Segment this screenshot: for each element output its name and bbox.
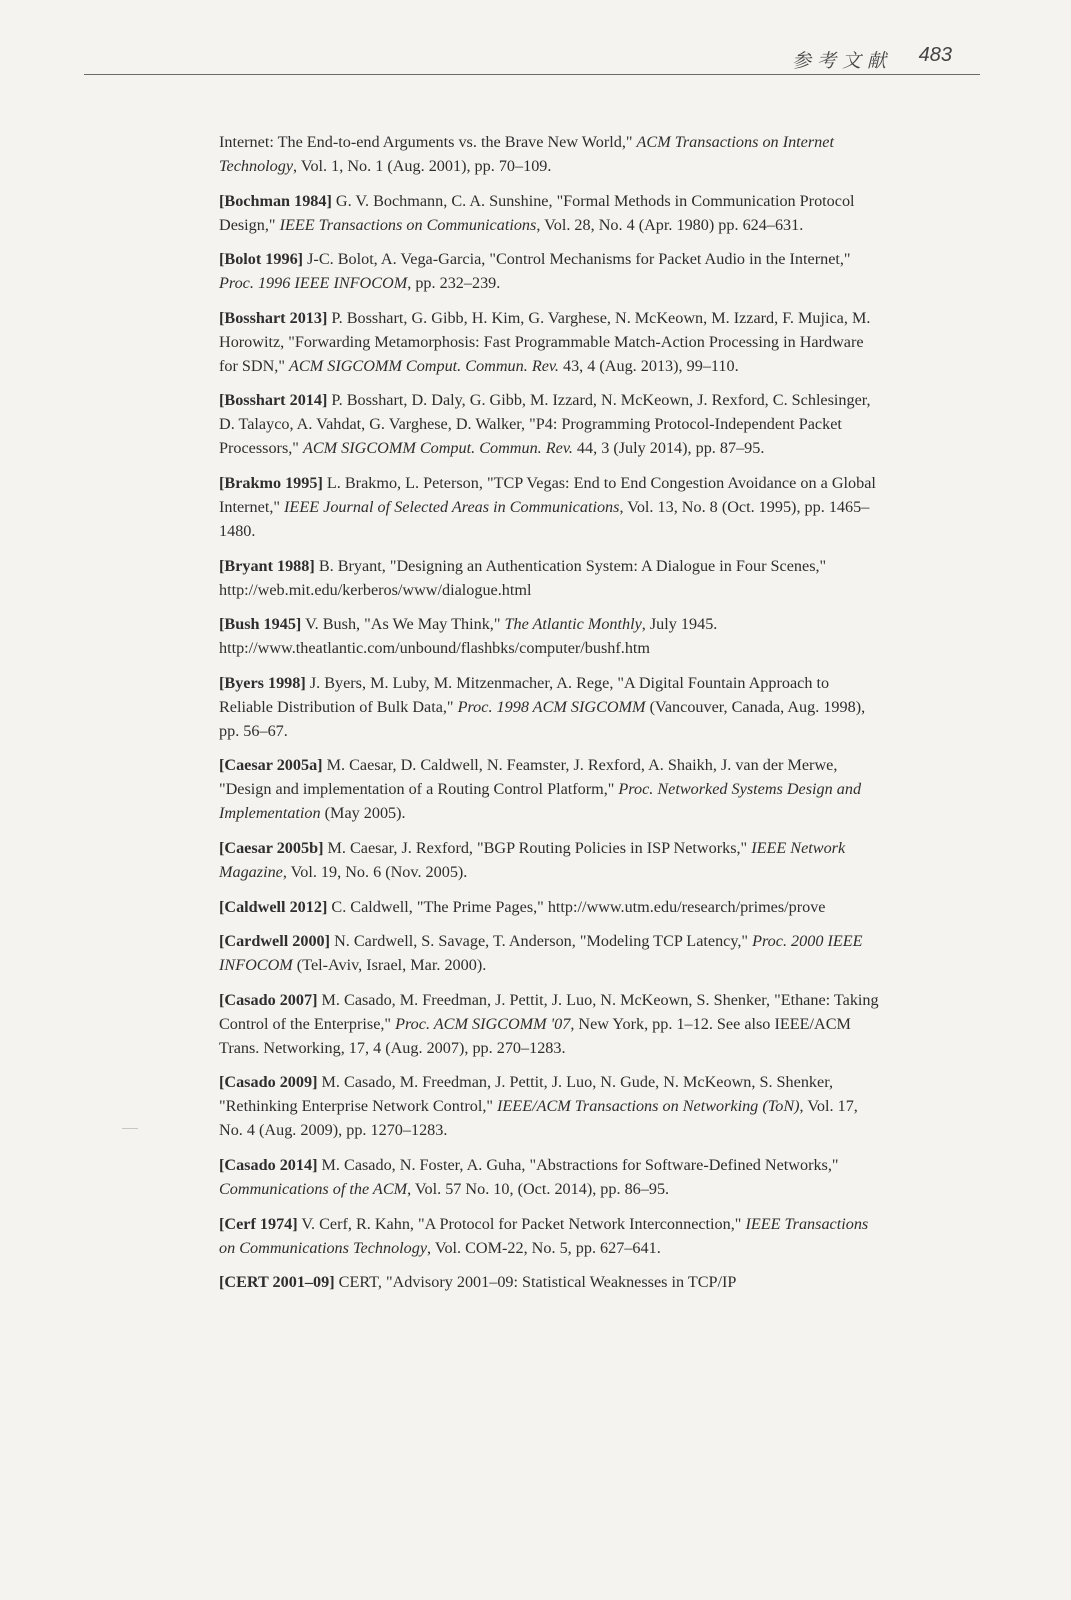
- page-number: 483: [918, 44, 952, 66]
- reference-entry: [219, 929, 881, 977]
- reference-list: [219, 130, 881, 1305]
- reference-source: Proc. 2000 IEEE INFOCOM: [219, 932, 863, 975]
- reference-key: [Casado 2009]: [219, 1073, 318, 1092]
- reference-tail: , Vol. COM-22, No. 5, pp. 627–641.: [427, 1238, 661, 1257]
- reference-source: IEEE Journal of Selected Areas in Communications: [284, 497, 620, 516]
- reference-text: M. Casado, N. Foster, A. Guha, "Abstractions for Software-Defined Networks,": [317, 1155, 839, 1174]
- page-header-title: 参考文献: [791, 50, 892, 72]
- reference-entry: [219, 471, 881, 543]
- reference-source: IEEE/ACM Transactions on Networking (ToN): [497, 1097, 800, 1116]
- reference-text: N. Cardwell, S. Savage, T. Anderson, "Modeling TCP Latency,": [330, 932, 753, 951]
- reference-text: B. Bryant, "Designing an Authentication System: A Dialogue in Four Scenes," http://web.mit.edu/kerberos/www/dialogue.html: [219, 556, 827, 599]
- reference-key: [Bolot 1996]: [219, 250, 304, 269]
- reference-tail: , Vol. 57 No. 10, (Oct. 2014), pp. 86–95.: [407, 1179, 670, 1198]
- reference-key: [Bush 1945]: [219, 615, 302, 634]
- reference-key: [Caldwell 2012]: [219, 897, 328, 916]
- reference-key: [Bochman 1984]: [219, 191, 332, 210]
- reference-tail: , Vol. 17, No. 4 (Aug. 2009), pp. 1270–1283.: [219, 1097, 858, 1140]
- reference-text: CERT, "Advisory 2001–09: Statistical Weaknesses in TCP/IP: [334, 1273, 737, 1292]
- reference-entry: [219, 671, 881, 743]
- reference-text: Internet: The End-to-end Arguments vs. the Brave New World,": [219, 133, 637, 151]
- reference-source: IEEE Network Magazine: [219, 838, 846, 881]
- reference-tail: , Vol. 28, No. 4 (Apr. 1980) pp. 624–631.: [536, 215, 804, 234]
- reference-entry: [219, 988, 881, 1060]
- reference-key: [Caesar 2005a]: [219, 756, 323, 775]
- reference-entry: [219, 247, 881, 295]
- reference-source: IEEE Transactions on Communications: [279, 215, 537, 234]
- reference-text: J. Byers, M. Luby, M. Mitzenmacher, A. Rege, "A Digital Fountain Approach to Reliable Distribution of Bulk Data,": [219, 673, 830, 716]
- reference-entry: [219, 895, 881, 919]
- reference-source: Communications of the ACM: [219, 1179, 408, 1198]
- reference-text: M. Caesar, J. Rexford, "BGP Routing Policies in ISP Networks,": [323, 838, 752, 857]
- reference-tail: 44, 3 (July 2014), pp. 87–95.: [572, 439, 765, 458]
- reference-text: M. Casado, M. Freedman, J. Pettit, J. Luo, N. McKeown, S. Shenker, "Ethane: Taking Control of the Enterprise,": [219, 990, 879, 1033]
- reference-key: [Casado 2014]: [219, 1155, 318, 1174]
- reference-entry: [219, 1070, 881, 1142]
- reference-text: P. Bosshart, D. Daly, G. Gibb, M. Izzard, N. McKeown, J. Rexford, C. Schlesinger, D. Talayco, A. Vahdat, G. Varghese, D. Walker, "P4: Programming Protocol-Independent Packet Processors,": [219, 391, 871, 458]
- reference-entry: [219, 836, 881, 884]
- reference-source: ACM Transactions on Internet Technology: [219, 133, 834, 175]
- reference-source: Proc. 1996 IEEE INFOCOM: [219, 274, 408, 293]
- reference-key: [Bosshart 2014]: [219, 391, 328, 410]
- reference-entry: [219, 554, 881, 602]
- reference-key: [Caesar 2005b]: [219, 838, 324, 857]
- reference-text: V. Bush, "As We May Think,": [301, 615, 505, 634]
- reference-entry: [219, 753, 881, 825]
- reference-text: M. Caesar, D. Caldwell, N. Feamster, J. Rexford, A. Shaikh, J. van der Merwe, "Design and implementation of a Routing Control Platform,": [219, 756, 838, 799]
- reference-source: Proc. 1998 ACM SIGCOMM: [457, 697, 646, 716]
- reference-text: C. Caldwell, "The Prime Pages," http://www.utm.edu/research/primes/prove: [327, 897, 826, 916]
- reference-entry: [219, 189, 881, 237]
- reference-key: [Cardwell 2000]: [219, 932, 331, 951]
- reference-text: P. Bosshart, G. Gibb, H. Kim, G. Varghese, N. McKeown, M. Izzard, F. Mujica, M. Horowitz, "Forwarding Metamorphosis: Fast Programmable Match-Action Processing in Hardware for SDN,": [219, 308, 871, 375]
- reference-key: [Bosshart 2013]: [219, 308, 328, 327]
- reference-tail: 43, 4 (Aug. 2013), 99–110.: [558, 356, 739, 375]
- reference-key: [CERT 2001–09]: [219, 1273, 335, 1292]
- reference-entry: [219, 1212, 881, 1260]
- reference-entry: [219, 306, 881, 378]
- reference-text: V. Cerf, R. Kahn, "A Protocol for Packet Network Interconnection,": [297, 1214, 746, 1233]
- reference-tail: , Vol. 19, No. 6 (Nov. 2005).: [282, 862, 468, 881]
- reference-text: J-C. Bolot, A. Vega-Garcia, "Control Mechanisms for Packet Audio in the Internet,": [303, 250, 851, 269]
- reference-entry: [219, 612, 881, 660]
- running-header: [84, 42, 980, 75]
- reference-tail: , Vol. 1, No. 1 (Aug. 2001), pp. 70–109.: [293, 157, 552, 175]
- reference-source: Proc. Networked Systems Design and Implementation: [219, 780, 862, 823]
- reference-entry: [219, 130, 881, 178]
- reference-source: The Atlantic Monthly: [504, 615, 642, 634]
- reference-tail: , New York, pp. 1–12. See also IEEE/ACM Trans. Networking, 17, 4 (Aug. 2007), pp. 270–1283.: [219, 1014, 851, 1057]
- reference-key: [Bryant 1988]: [219, 556, 315, 575]
- reference-key: [Brakmo 1995]: [219, 473, 323, 492]
- reference-tail: , pp. 232–239.: [407, 274, 501, 293]
- reference-key: [Cerf 1974]: [219, 1214, 298, 1233]
- reference-text: M. Casado, M. Freedman, J. Pettit, J. Luo, N. Gude, N. McKeown, S. Shenker, "Rethinking Enterprise Network Control,": [219, 1073, 833, 1116]
- reference-entry: [219, 1270, 881, 1294]
- reference-source: IEEE Transactions on Communications Technology: [219, 1214, 869, 1257]
- reference-source: ACM SIGCOMM Comput. Commun. Rev.: [302, 439, 573, 458]
- reference-text: L. Brakmo, L. Peterson, "TCP Vegas: End to End Congestion Avoidance on a Global Internet,": [219, 473, 876, 516]
- reference-key: [Byers 1998]: [219, 673, 306, 692]
- reference-tail: , Vol. 13, No. 8 (Oct. 1995), pp. 1465–1480.: [219, 497, 870, 540]
- reference-source: Proc. ACM SIGCOMM '07: [395, 1014, 571, 1033]
- reference-source: ACM SIGCOMM Comput. Commun. Rev.: [289, 356, 559, 375]
- margin-mark: [122, 1128, 138, 1129]
- reference-tail: , July 1945. http://www.theatlantic.com/unbound/flashbks/computer/bushf.htm: [219, 615, 718, 658]
- reference-tail: (Tel-Aviv, Israel, Mar. 2000).: [292, 956, 487, 975]
- reference-entry: [219, 1153, 881, 1201]
- reference-tail: (May 2005).: [320, 804, 406, 823]
- reference-key: [Casado 2007]: [219, 990, 318, 1009]
- reference-tail: (Vancouver, Canada, Aug. 1998), pp. 56–67.: [219, 697, 866, 740]
- reference-text: G. V. Bochmann, C. A. Sunshine, "Formal Methods in Communication Protocol Design,": [219, 191, 855, 234]
- reference-entry: [219, 388, 881, 460]
